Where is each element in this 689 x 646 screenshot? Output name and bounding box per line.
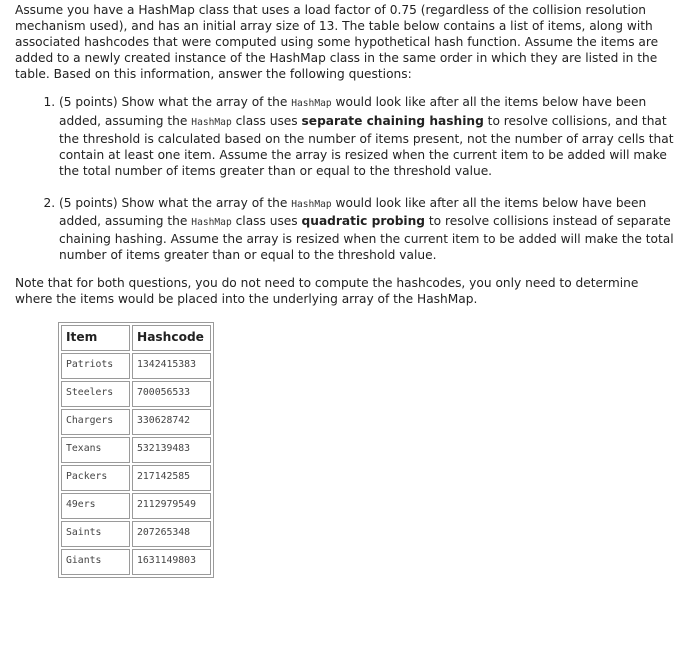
q1-code-hashmap-2: HashMap — [191, 116, 232, 128]
table-row — [61, 493, 211, 519]
hashcode-cell: 1631149803 — [132, 549, 211, 575]
table-row — [61, 549, 211, 575]
header-item: Item — [61, 325, 130, 351]
q1-bold-method: separate chaining hashing — [301, 113, 484, 128]
hashcode-cell: 700056533 — [132, 381, 211, 407]
item-cell: Giants — [61, 549, 130, 575]
item-cell: Chargers — [61, 409, 130, 435]
intro-paragraph: Assume you have a HashMap class that uses a load factor of 0.75 (regardless of the collision resolution mechanism used), and has an initial array size of 13. The table below contains a list of items, along with associated hashcodes that were computed using some hypothetical hash function. Assume the items are added to a newly created instance of the HashMap class in the same order in which they are listed in the table. Based on this information, answer the following questions: — [15, 3, 659, 82]
item-cell: Patriots — [61, 353, 130, 379]
question-1 — [59, 94, 677, 178]
q1-code-hashmap-1: HashMap — [291, 98, 332, 110]
q2-code-hashmap-1: HashMap — [291, 198, 332, 210]
question-2 — [59, 195, 677, 263]
q2-text-c: class uses — [231, 214, 302, 229]
table-header-row — [61, 325, 211, 351]
document — [15, 2, 677, 578]
table-row — [61, 381, 211, 407]
q1-text-a: (5 points) Show what the array of the — [59, 95, 292, 110]
table-row — [61, 353, 211, 379]
table-row — [61, 437, 211, 463]
q1-text-d: to resolve collisions, and that the threshold is calculated based on the number of items present, not the number of array cells that contain at least one item. Assume the array is resized when the current item to be added will make the total number of items greater than or equal to the threshold value. — [59, 113, 674, 178]
q2-text-d: to resolve collisions instead of separate chaining hashing. Assume the array is resized when the current item to be added will make the total number of items greater than or equal to the threshold value. — [59, 214, 674, 263]
q1-text-b: would look like after all the items below have been added, assuming the — [59, 95, 647, 128]
q1-text-c: class uses — [231, 113, 302, 128]
q2-text-a: (5 points) Show what the array of the — [59, 195, 292, 210]
q2-text-b: would look like after all the items below have been added, assuming the — [59, 195, 647, 229]
item-cell: Texans — [61, 437, 130, 463]
item-cell: Packers — [61, 465, 130, 491]
question-list — [15, 94, 677, 263]
hashcode-cell: 1342415383 — [132, 353, 211, 379]
item-cell: Saints — [61, 521, 130, 547]
item-cell: 49ers — [61, 493, 130, 519]
q2-bold-method: quadratic probing — [301, 214, 426, 229]
hashcode-cell: 532139483 — [132, 437, 211, 463]
hashcode-cell: 2112979549 — [132, 493, 211, 519]
header-hashcode: Hashcode — [132, 325, 211, 351]
q2-code-hashmap-2: HashMap — [191, 217, 232, 229]
hashcode-cell: 330628742 — [132, 409, 211, 435]
table-row — [61, 521, 211, 547]
hashcode-cell: 217142585 — [132, 465, 211, 491]
table-row — [61, 465, 211, 491]
table-row — [61, 409, 211, 435]
hashcode-table — [58, 322, 214, 578]
item-cell: Steelers — [61, 381, 130, 407]
hashcode-cell: 207265348 — [132, 521, 211, 547]
note-paragraph: Note that for both questions, you do not need to compute the hashcodes, you only need to determine where the items would be placed into the underlying array of the HashMap. — [15, 276, 639, 307]
